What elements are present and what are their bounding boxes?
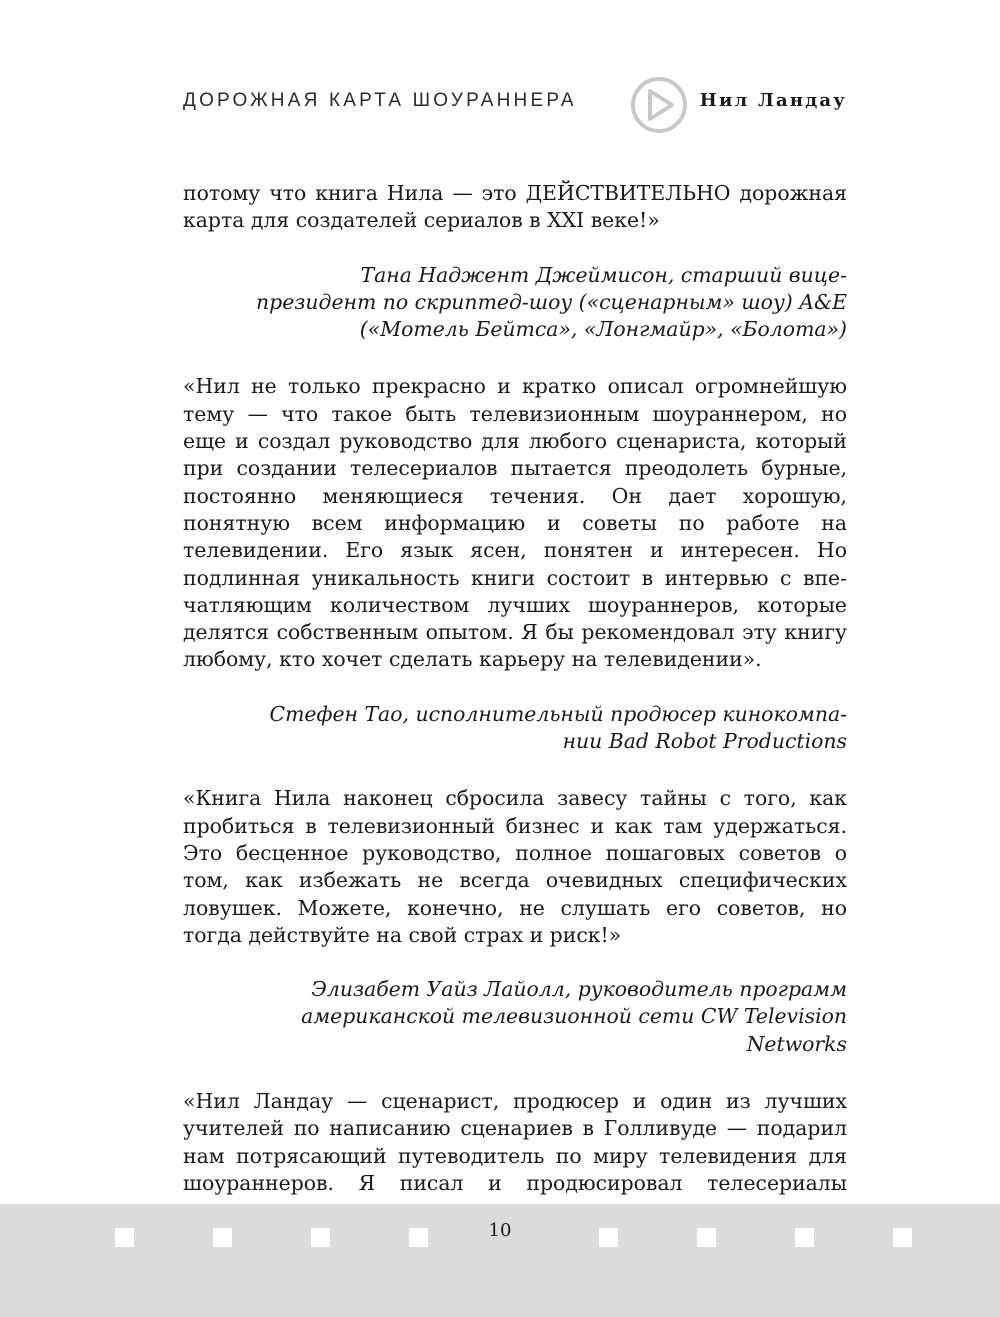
running-head-author: Нил Ландау xyxy=(699,90,847,111)
page-body xyxy=(183,180,847,1225)
attribution-1: Тана Наджент Джеймисон, старший вице-президент по скриптед-шоу («сценарным» шоу) A&E («Мотель Бейтса», «Лонгмайр», «Болота») xyxy=(256,262,847,342)
attribution-2: Стефен Тао, исполнительный продюсер кинокомпании Bad Robot Productions xyxy=(269,701,847,754)
attribution-3: Элизабет Уайз Лайолл, руководитель программ американской телевизионной сети CW Television Networks xyxy=(301,977,847,1056)
paragraph-1: потому что книга Нила — это ДЕЙСТВИТЕЛЬНО дорожная карта для создателей сериалов в XXI веке!» xyxy=(183,181,847,233)
paragraph-2: «Нил не только прекрасно и кратко описал огромнейшую тему — что такое быть телевизионным шоураннером, но еще и создал руководство для любого сценариста, который при создании телесериалов пытается преодолеть бурные, постоянно меняющиеся течения. Он дает хорошую, понятную всем информацию и советы по работе на телевидении. Его язык ясен, понятен и интересен. Но подлинная уникальность книги состоит в интервью с впечатляющим количеством лучших шоураннеров, которые делятся собственным опытом. Я бы рекомендовал эту книгу любому, кто хочет сделать карьеру на телевидении». xyxy=(183,374,847,672)
footer-square-mark xyxy=(697,1228,716,1247)
paragraph-3: «Книга Нила наконец сбросила завесу тайны с того, как пробиться в телевизионный бизнес и как там удержаться. Это бесценное руководство, полное пошаговых советов о том, как избежать не всегда очевидных специфических ловушек. Можете, конечно, не слушать его советов, но тогда действуйте на свой страх и риск!» xyxy=(183,786,847,947)
footer-square-mark xyxy=(795,1228,814,1247)
page-header xyxy=(183,76,847,136)
running-head-title: ДОРОЖНАЯ КАРТА ШОУРАННЕРА xyxy=(183,90,577,111)
footer-square-mark xyxy=(599,1228,618,1247)
play-circle-icon xyxy=(630,76,688,134)
footer-square-mark xyxy=(893,1228,912,1247)
page-footer xyxy=(0,1204,1000,1317)
page-number: 10 xyxy=(488,1220,512,1241)
paragraph-4: «Нил Ландау — сценарист, продюсер и один из лучших учителей по написанию сценариев в Голливуде — подарил нам потрясающий путеводитель по миру телевидения для шоураннеров. Я писал и продюсировал телесериалы xyxy=(183,1089,847,1195)
